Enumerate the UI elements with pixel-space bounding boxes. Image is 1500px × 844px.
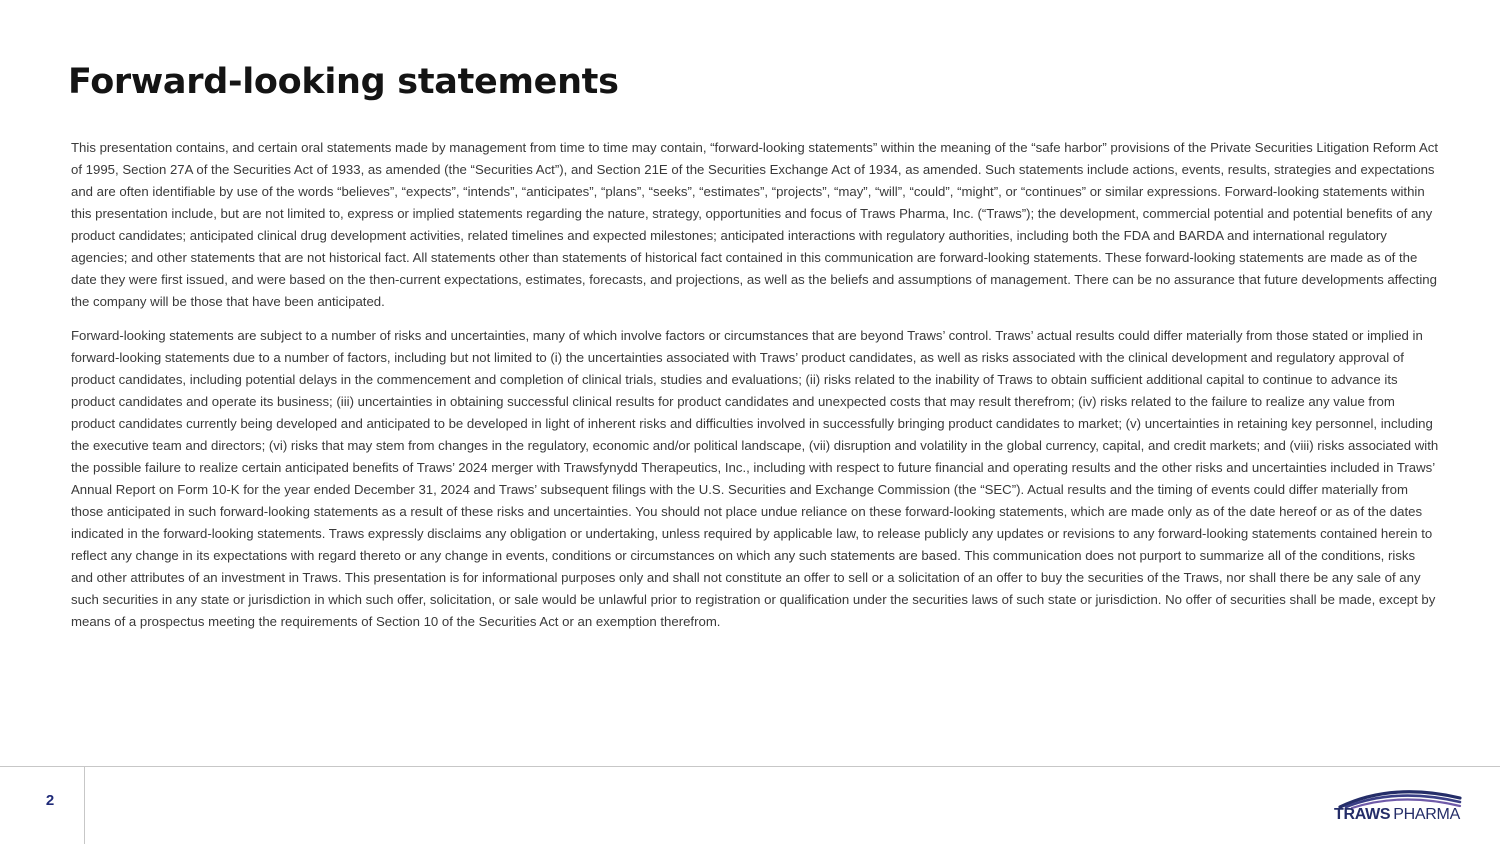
disclaimer-paragraph-2: Forward-looking statements are subject to a number of risks and uncertainties, many of which involve factors or circumstances that are beyond Traws’ control. Traws’ actual results could differ materially from those stated or implied in forward-looking statements due to a number of factors, including but not limited to (i) the uncertainties associated with Traws’ product candidates, as well as risks associated with the clinical development and regulatory approval of product candidates, including potential delays in the commencement and completion of clinical trials, studies and evaluations; (ii) risks related to the inability of Traws to obtain sufficient additional capital to continue to advance its product candidates and operate its business; (iii) uncertainties in obtaining successful clinical results for product candidates and unexpected costs that may result therefrom; (iv) risks related to the failure to realize any value from product candidates currently being developed and anticipated to be developed in light of inherent risks and difficulties involved in successfully bringing product candidates to market; (v) uncertainties in retaining key personnel, including the executive team and directors; (vi) risks that may stem from changes in the regulatory, economic and/or political landscape, (vii) disruption and volatility in the global currency, capital, and credit markets; and (viii) risks associated with the possible failure to realize certain anticipated benefits of Traws’ 2024 merger with Trawsfynydd Therapeutics, Inc., including with respect to future financial and operating results and the other risks and uncertainties included in Traws’ Annual Report on Form 10-K for the year ended December 31, 2024 and Traws’ subsequent filings with the U.S. Securities and Exchange Commission (the “SEC”). Actual results and the timing of events could differ materially from those anticipated in such forward-looking statements as a result of these risks and uncertainties. You should not place undue reliance on these forward-looking statements, which are made only as of the date hereof or as of the dates indicated in the forward-looking statements. Traws expressly disclaims any obligation or undertaking, unless required by applicable law, to release publicly any updates or revisions to any forward-looking statements contained herein to reflect any change in its expectations with regard thereto or any change in events, conditions or circumstances on which any such statements are based. This communication does not purport to summarize all of the conditions, risks and other attributes of an investment in Traws. This presentation is for informational purposes only and shall not constitute an offer to sell or a solicitation of an offer to buy the securities of the Traws, nor shall there be any sale of any such securities in any state or jurisdiction in which such offer, solicitation, or sale would be unlawful prior to registration or qualification under the securities laws of such state or jurisdiction. No offer of securities shall be made, except by means of a prospectus meeting the requirements of Section 10 of the Securities Act or an exemption therefrom. — [71, 328, 1439, 629]
company-logo — [1330, 780, 1470, 826]
logo-word-traws: TRAWS — [1334, 806, 1391, 823]
logo-word-pharma: PHARMA — [1393, 806, 1460, 823]
disclaimer-body — [71, 137, 1440, 645]
logo-wordmark — [1334, 806, 1460, 824]
slide-title: Forward-looking statements — [68, 62, 619, 102]
page-number: 2 — [45, 792, 55, 809]
disclaimer-paragraph-1: This presentation contains, and certain oral statements made by management from time to time may contain, “forward-looking statements” within the meaning of the “safe harbor” provisions of the Private Securities Litigation Reform Act of 1995, Section 27A of the Securities Act of 1933, as amended (the “Securities Act”), and Section 21E of the Securities Exchange Act of 1934, as amended. Such statements include actions, events, results, strategies and expectations and are often identifiable by use of the words “believes”, “expects”, “intends”, “anticipates”, “plans”, “seeks”, “estimates”, “projects”, “may”, “will”, “could”, “might”, or “continues” or similar expressions. Forward-looking statements within this presentation include, but are not limited to, express or implied statements regarding the nature, strategy, opportunities and focus of Traws Pharma, Inc. (“Traws”); the development, commercial potential and potential benefits of any product candidates; anticipated clinical drug development activities, related timelines and expected milestones; anticipated interactions with regulatory authorities, including both the FDA and BARDA and international regulatory agencies; and other statements that are not historical fact. All statements other than statements of historical fact contained in this communication are forward-looking statements. These forward-looking statements are made as of the date they were first issued, and were based on the then-current expectations, estimates, forecasts, and projections, as well as the beliefs and assumptions of management. There can be no assurance that future developments affecting the company will be those that have been anticipated. — [71, 140, 1439, 309]
footer-vertical-divider — [84, 767, 85, 844]
footer-divider — [0, 766, 1500, 767]
